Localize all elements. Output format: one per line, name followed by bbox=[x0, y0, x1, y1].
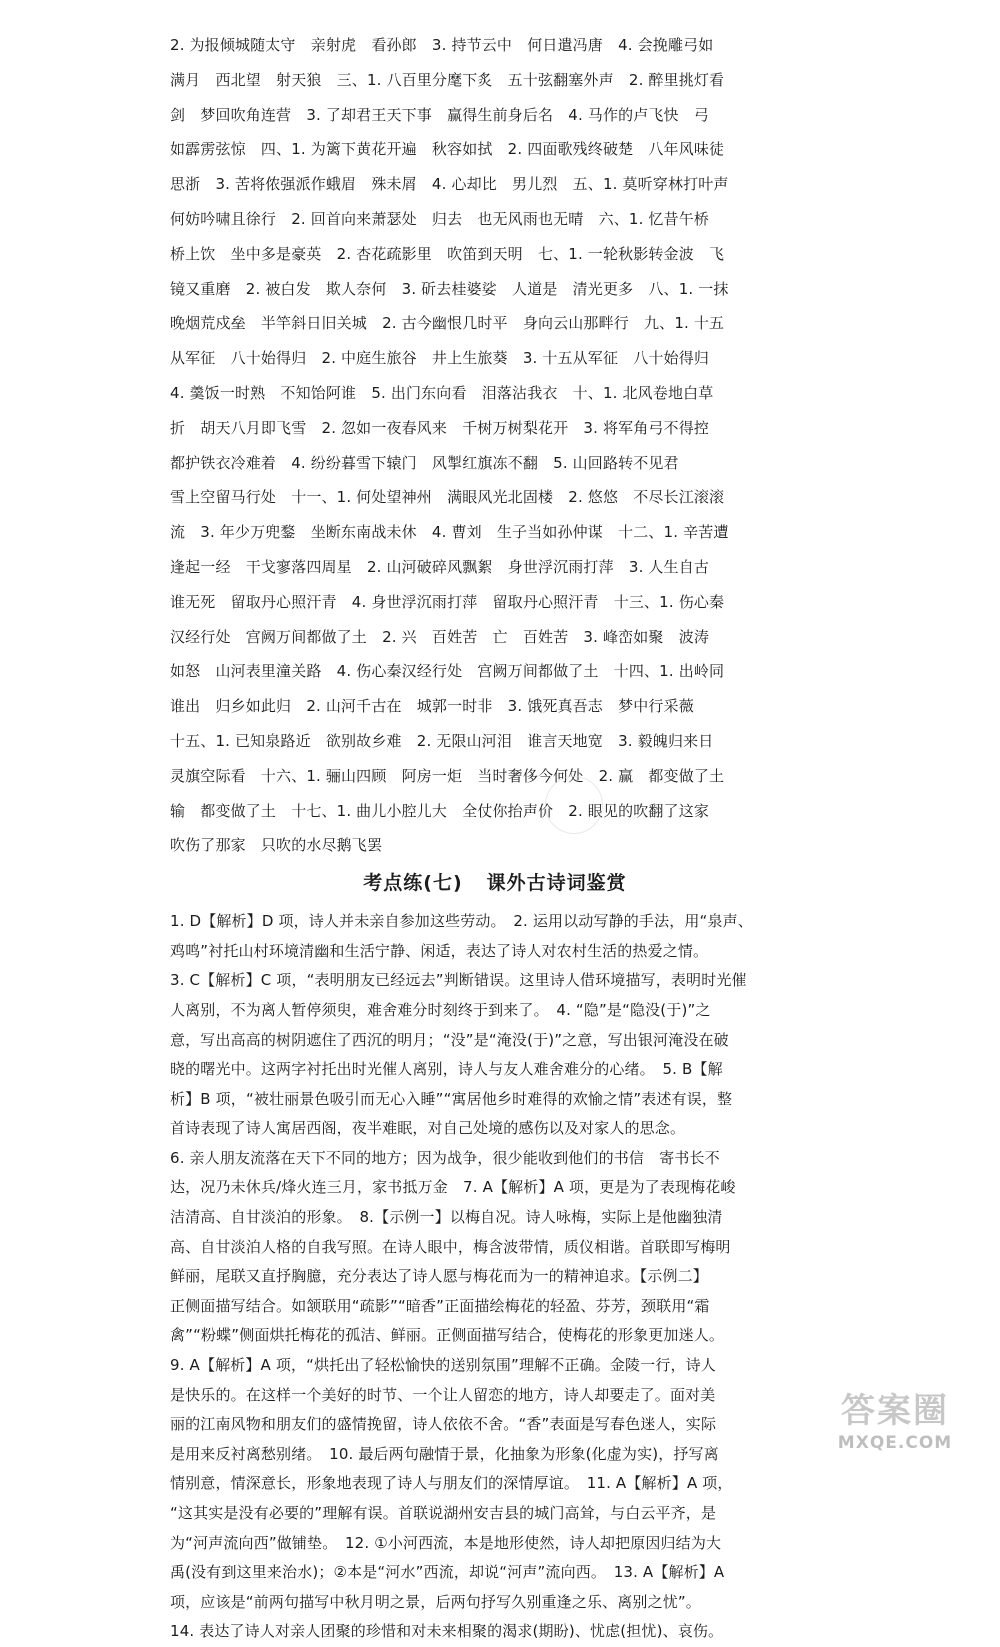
poetry-appreciation-answers bbox=[170, 907, 820, 1647]
answer-line: 何妨吟啸且徐行 2. 回首向来萧瑟处 归去 也无风雨也无晴 六、1. 忆昔午桥 bbox=[170, 209, 710, 228]
answer-line: 十五、1. 已知泉路近 欲别故乡难 2. 无限山河泪 谁言天地宽 3. 毅魄归来日 bbox=[170, 731, 714, 750]
answer-line: 剑 梦回吹角连营 3. 了却君王天下事 赢得生前身后名 4. 马作的卢飞快 弓 bbox=[170, 105, 710, 124]
answer-line: 流 3. 年少万兜鍪 坐断东南战未休 4. 曹刘 生子当如孙仲谋 十二、1. 辛苦遭 bbox=[170, 523, 729, 542]
answer-line: 达，况乃未休兵/烽火连三月，家书抵万金 7. A【解析】A 项，更是为了表现梅花峻 bbox=[170, 1178, 736, 1197]
answer-line: 灵旗空际看 十六、1. 骊山四顾 阿房一炬 当时奢侈今何处 2. 赢 都变做了土 bbox=[170, 766, 725, 785]
watermark-url: MXQE.COM bbox=[837, 1433, 953, 1453]
answer-line: 禽”“粉蝶”侧面烘托梅花的孤洁、鲜丽。正侧面描写结合，使梅花的形象更加迷人。 bbox=[170, 1326, 725, 1345]
answer-line: 逢起一经 干戈寥落四周星 2. 山河破碎风飘絮 身世浮沉雨打萍 3. 人生自古 bbox=[170, 557, 710, 576]
answer-line: 洁清高、自甘淡泊的形象。 8.【示例一】以梅自况。诗人咏梅，实际上是他幽独清 bbox=[170, 1208, 723, 1227]
answer-line: 满月 西北望 射天狼 三、1. 八百里分麾下炙 五十弦翻塞外声 2. 醉里挑灯看 bbox=[170, 70, 725, 89]
answer-line: 高、自甘淡泊人格的自我写照。在诗人眼中，梅含波带情，质仪相谐。首联即写梅明 bbox=[170, 1237, 731, 1256]
answer-line: 禹(没有到这里来治水)；②本是“河水”西流，却说“河声”流向西。 13. A【解析】A bbox=[170, 1563, 725, 1582]
answer-line: 如怒 山河表里潼关路 4. 伤心秦汉经行处 宫阙万间都做了土 十四、1. 出岭同 bbox=[170, 662, 725, 681]
answer-line: 如霹雳弦惊 四、1. 为篱下黄花开遍 秋容如拭 2. 四面歌残终破楚 八年风味徒 bbox=[170, 140, 725, 159]
answer-line: 14. 表达了诗人对亲人团聚的珍惜和对未来相聚的渴求(期盼)、忧虑(担忧)、哀伤。 bbox=[170, 1622, 724, 1641]
answer-line: 9. A【解析】A 项，“烘托出了轻松愉快的送别氛围”理解不正确。金陵一行，诗人 bbox=[170, 1356, 716, 1375]
answer-line: 思浙 3. 苦将侬强派作蛾眉 殊未屑 4. 心却比 男儿烈 五、1. 莫听穿林打叶声 bbox=[170, 175, 729, 194]
answer-line: 析】B 项，“被壮丽景色吸引而无心入睡”“寓居他乡时难得的欢愉之情”表述有误，整 bbox=[170, 1089, 733, 1108]
answer-line: 正侧面描写结合。如颔联用“疏影”“暗香”正面描绘梅花的轻盈、芬芳，颈联用“霜 bbox=[170, 1296, 710, 1315]
answer-line: 6. 亲人朋友流落在天下不同的地方；因为战争，很少能收到他们的书信 寄书长不 bbox=[170, 1148, 720, 1167]
answer-line: 桥上饮 坐中多是豪英 2. 杏花疏影里 吹笛到天明 七、1. 一轮秋影转金波 飞 bbox=[170, 244, 725, 263]
answer-line: 鲜丽，尾联又直抒胸臆，充分表达了诗人愿与梅花而为一的精神追求。【示例二】 bbox=[170, 1267, 708, 1286]
answer-line: 折 胡天八月即飞雪 2. 忽如一夜春风来 千树万树梨花开 3. 将军角弓不得控 bbox=[170, 418, 710, 437]
answer-line: 输 都变做了土 十七、1. 曲儿小腔儿大 全仗你抬声价 2. 眼见的吹翻了这家 bbox=[170, 801, 710, 820]
answer-line: 3. C【解析】C 项，“表明朋友已经远去”判断错误。这里诗人借环境描写，表明时光催 bbox=[170, 971, 747, 990]
answer-line: 是快乐的。在这样一个美好的时节、一个让人留恋的地方，诗人却要走了。面对美 bbox=[170, 1385, 716, 1404]
answer-line: 是用来反衬离愁别绪。 10. 最后两句融情于景，化抽象为形象(化虚为实)，抒写离 bbox=[170, 1444, 719, 1463]
faint-stamp bbox=[545, 776, 603, 834]
heading-title: 课外古诗词鉴赏 bbox=[486, 872, 627, 895]
watermark bbox=[820, 1383, 970, 1453]
answer-line: 丽的江南风物和朋友们的盛情挽留，诗人依依不舍。“香”表面是写春色迷人，实际 bbox=[170, 1415, 717, 1434]
answer-line: 晓的曙光中。这两字衬托出时光催人离别，诗人与友人难舍难分的心绪。 5. B【解 bbox=[170, 1060, 723, 1079]
poetry-fill-answers bbox=[170, 28, 820, 863]
answer-line: 汉经行处 宫阙万间都做了土 2. 兴 百姓苦 亡 百姓苦 3. 峰峦如聚 波涛 bbox=[170, 627, 710, 646]
answer-line: 2. 为报倾城随太守 亲射虎 看孙郎 3. 持节云中 何日遣冯唐 4. 会挽雕弓如 bbox=[170, 36, 714, 54]
answer-line: 镜又重磨 2. 被白发 欺人奈何 3. 斫去桂婆娑 人道是 清光更多 八、1. 一抹 bbox=[170, 279, 729, 298]
answer-line: 情别意，情深意长，形象地表现了诗人与朋友们的深情厚谊。 11. A【解析】A 项， bbox=[170, 1474, 733, 1493]
answer-line: 吹伤了那家 只吹的水尽鹅飞罢 bbox=[170, 836, 383, 855]
answer-line: 晚烟荒戍垒 半竿斜日旧关城 2. 古今幽恨几时平 身向云山那畔行 九、1. 十五 bbox=[170, 314, 725, 333]
heading-number: 考点练(七) bbox=[363, 872, 463, 895]
answer-line: 为“河声流向西”做铺垫。 12. ①小河西流，本是地形使然，诗人却把原因归结为大 bbox=[170, 1533, 722, 1552]
answer-line: 鸡鸣”衬托山村环境清幽和生活宁静、闲适，表达了诗人对农村生活的热爱之情。 bbox=[170, 941, 709, 960]
section-heading bbox=[170, 863, 820, 907]
answer-line: 谁无死 留取丹心照汗青 4. 身世浮沉雨打萍 留取丹心照汗青 十三、1. 伤心秦 bbox=[170, 592, 725, 611]
answer-line: 意，写出高高的树阴遮住了西沉的明月；“没”是“淹没(于)”之意，写出银河淹没在破 bbox=[170, 1030, 729, 1049]
answer-line: 4. 羹饭一时熟 不知饴阿谁 5. 出门东向看 泪落沾我衣 十、1. 北风卷地白草 bbox=[170, 383, 714, 402]
answer-line: “这其实是没有必要的”理解有误。首联说湖州安吉县的城门高耸，与白云平齐，是 bbox=[170, 1504, 717, 1522]
watermark-logo: 答案圈 bbox=[841, 1391, 949, 1431]
answer-line: 1. D【解析】D 项，诗人并未亲自参加这些劳动。 2. 运用以动写静的手法，用“泉声、 bbox=[170, 912, 753, 931]
answer-line: 从军征 八十始得归 2. 中庭生旅谷 井上生旅葵 3. 十五从军征 八十始得归 bbox=[170, 349, 710, 368]
answer-line: 首诗表现了诗人寓居西阁，夜半难眠，对自己处境的感伤以及对家人的思念。 bbox=[170, 1119, 686, 1138]
answer-line: 雪上空留马行处 十一、1. 何处望神州 满眼风光北固楼 2. 悠悠 不尽长江滚滚 bbox=[170, 488, 725, 507]
answer-line: 都护铁衣冷难着 4. 纷纷暮雪下辕门 风掣红旗冻不翻 5. 山回路转不见君 bbox=[170, 453, 679, 472]
answer-page bbox=[170, 28, 820, 1647]
answer-line: 人离别，不为离人暂停须臾，难舍难分时刻终于到来了。 4. “隐”是“隐没(于)”之 bbox=[170, 1000, 711, 1019]
answer-line: 项，应该是“前两句描写中秋月明之景，后两句抒写久别重逢之乐、离别之忧”。 bbox=[170, 1592, 701, 1611]
answer-line: 谁出 归乡如此归 2. 山河千古在 城郭一时非 3. 饿死真吾志 梦中行采薇 bbox=[170, 697, 694, 716]
